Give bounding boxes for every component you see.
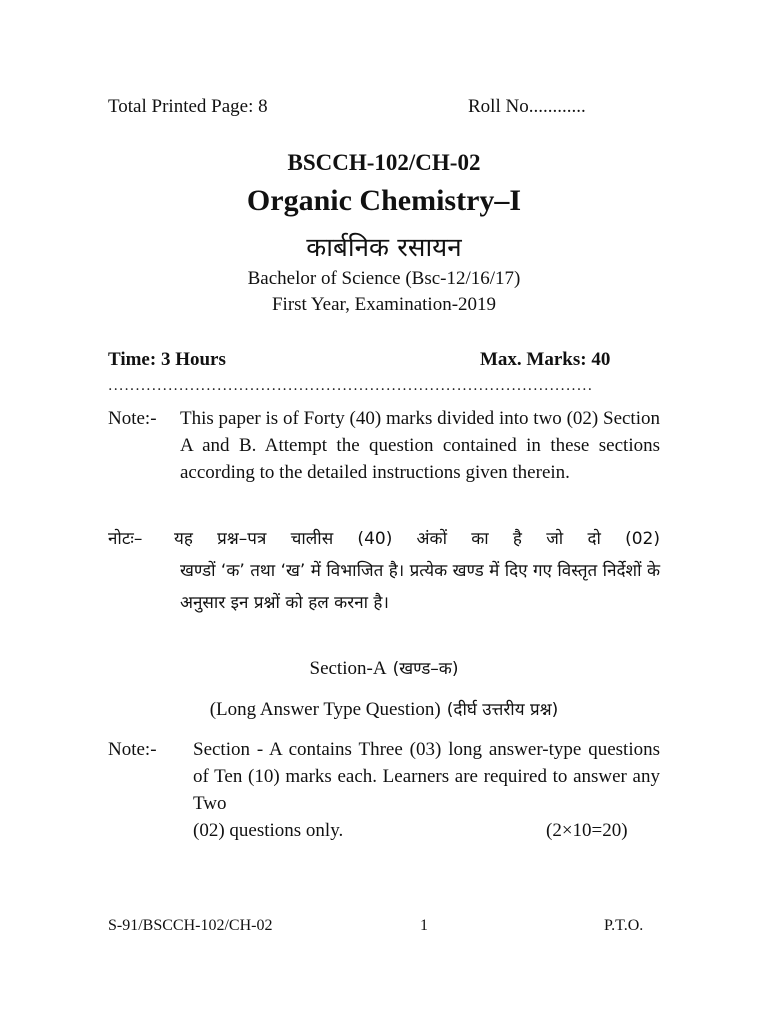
note-english-label: Note:- bbox=[108, 408, 157, 429]
note-hindi-label: नोटः– bbox=[108, 529, 143, 549]
note-english-text: This paper is of Forty (40) marks divided into two (02) Section A and B. Attempt the question contained in these sections according to the detailed instructions given therein. bbox=[180, 408, 660, 483]
section-subtitle bbox=[0, 697, 768, 721]
paper-title-hindi: कार्बनिक रसायन bbox=[306, 233, 462, 263]
section-heading bbox=[0, 656, 768, 680]
section-note-label: Note:- bbox=[108, 739, 157, 760]
section-note-text: Section - A contains Three (03) long answer-type questions of Ten (10) marks each. Learners are required to answer any Two bbox=[193, 739, 660, 814]
course-code: BSCCH-102/CH-02 bbox=[287, 150, 481, 175]
roll-number: Roll No............ bbox=[468, 96, 586, 117]
paper-title-english: Organic Chemistry–I bbox=[246, 184, 522, 217]
max-marks: Max. Marks: 40 bbox=[480, 349, 611, 370]
section-note-last-line: (02) questions only. bbox=[193, 820, 344, 841]
section-marks: (2×10=20) bbox=[546, 820, 628, 841]
note-hindi-text: खण्डों ‘क’ तथा ‘ख’ में विभाजित है। प्रत्येक खण्ड में दिए गए विस्तृत निर्देशों के अनुसार इन प्रश्नों को हल करना है। bbox=[180, 561, 660, 613]
note-hindi-first-line: यह प्रश्न–पत्र चालीस (40) अंकों का है जो दो (02) bbox=[174, 529, 660, 549]
section-title-hindi: (खण्ड–क) bbox=[392, 659, 459, 679]
exam-name: First Year, Examination-2019 bbox=[271, 294, 497, 315]
section-subtitle-english: (Long Answer Type Question) bbox=[209, 699, 441, 720]
pto-label: P.T.O. bbox=[604, 917, 644, 934]
dotted-divider: ......................................................................................... bbox=[108, 378, 594, 394]
section-title: Section-A bbox=[309, 658, 387, 679]
total-printed-page: Total Printed Page: 8 bbox=[108, 96, 268, 117]
footer-paper-code: S-91/BSCCH-102/CH-02 bbox=[108, 917, 273, 934]
programme-name: Bachelor of Science (Bsc-12/16/17) bbox=[247, 268, 521, 289]
exam-time: Time: 3 Hours bbox=[108, 349, 226, 370]
page-number: 1 bbox=[420, 917, 428, 934]
section-subtitle-hindi: (दीर्घ उत्तरीय प्रश्न) bbox=[446, 700, 559, 720]
